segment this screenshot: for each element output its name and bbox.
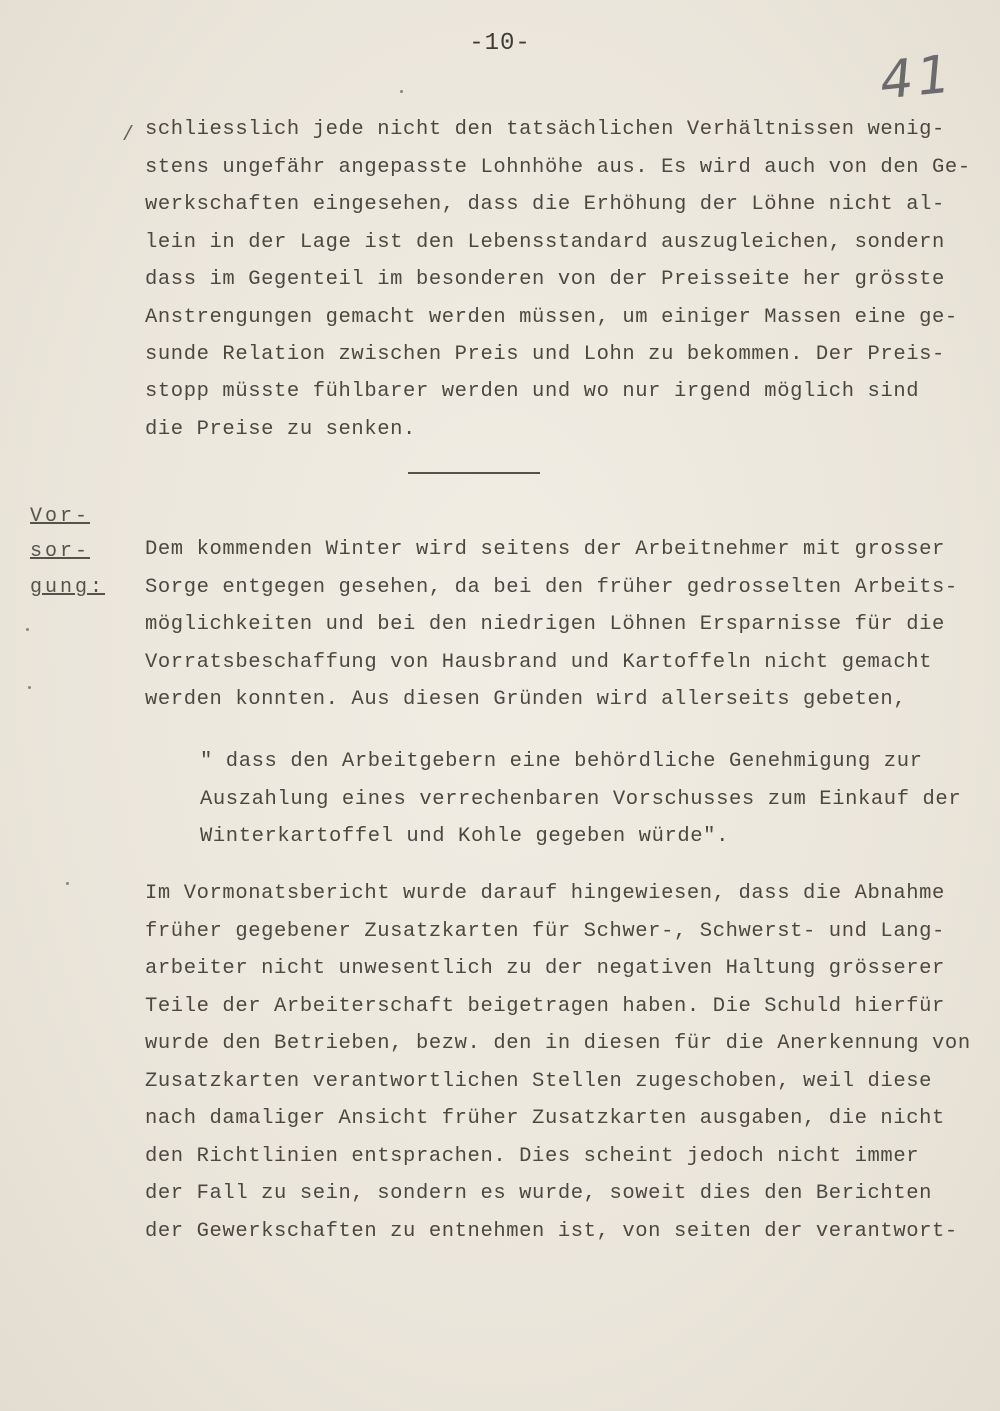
text-line: dass im Gegenteil im besonderen von der Preisseite her grösste bbox=[145, 268, 945, 291]
text-line: wurde den Betrieben, bezw. den in diesen für die Anerkennung von bbox=[145, 1032, 971, 1055]
text-line: Im Vormonatsbericht wurde darauf hingewiesen, dass die Abnahme bbox=[145, 882, 945, 905]
text-line: arbeiter nicht unwesentlich zu der negativen Haltung grösserer bbox=[145, 957, 945, 980]
margin-heading-line: sor- bbox=[30, 540, 91, 563]
text-line: Sorge entgegen gesehen, da bei den früher gedrosselten Arbeits- bbox=[145, 576, 958, 599]
section-divider bbox=[408, 472, 540, 474]
margin-heading-line: gung: bbox=[30, 576, 106, 599]
text-line: Teile der Arbeiterschaft beigetragen haben. Die Schuld hierfür bbox=[145, 995, 945, 1018]
paper-speck bbox=[26, 628, 29, 631]
text-line: der Gewerkschaften zu entnehmen ist, von seiten der verantwort- bbox=[145, 1220, 958, 1243]
paper-speck bbox=[28, 686, 31, 689]
margin-heading-line: Vor- bbox=[30, 505, 91, 528]
text-line: sunde Relation zwischen Preis und Lohn zu bekommen. Der Preis- bbox=[145, 343, 945, 366]
text-line: früher gegebener Zusatzkarten für Schwer-, Schwerst- und Lang- bbox=[145, 920, 945, 943]
text-line: lein in der Lage ist den Lebensstandard auszugleichen, sondern bbox=[145, 231, 945, 254]
page-number: -10- bbox=[469, 30, 531, 57]
text-line: schliesslich jede nicht den tatsächlichen Verhältnissen wenig- bbox=[145, 118, 945, 141]
text-line: werkschaften eingesehen, dass die Erhöhung der Löhne nicht al- bbox=[145, 193, 945, 216]
text-line: Vorratsbeschaffung von Hausbrand und Kartoffeln nicht gemacht bbox=[145, 651, 933, 674]
margin-tick-mark: / bbox=[122, 124, 135, 147]
text-line: Winterkartoffel und Kohle gegeben würde". bbox=[200, 825, 729, 848]
text-line: Anstrengungen gemacht werden müssen, um einiger Massen eine ge- bbox=[145, 306, 958, 329]
text-line: werden konnten. Aus diesen Gründen wird allerseits gebeten, bbox=[145, 688, 907, 711]
text-line: den Richtlinien entsprachen. Dies scheint jedoch nicht immer bbox=[145, 1145, 920, 1168]
text-line: " dass den Arbeitgebern eine behördliche Genehmigung zur bbox=[200, 750, 923, 773]
text-line: stens ungefähr angepasste Lohnhöhe aus. Es wird auch von den Ge- bbox=[145, 156, 971, 179]
handwritten-archive-number: 41 bbox=[877, 44, 958, 112]
text-line: der Fall zu sein, sondern es wurde, soweit dies den Berichten bbox=[145, 1182, 933, 1205]
paper-speck bbox=[400, 90, 403, 93]
text-line: Zusatzkarten verantwortlichen Stellen zugeschoben, weil diese bbox=[145, 1070, 933, 1093]
text-line: Auszahlung eines verrechenbaren Vorschusses zum Einkauf der bbox=[200, 788, 962, 811]
text-line: nach damaliger Ansicht früher Zusatzkarten ausgaben, die nicht bbox=[145, 1107, 945, 1130]
paper-speck bbox=[66, 882, 69, 885]
text-line: möglichkeiten und bei den niedrigen Löhnen Ersparnisse für die bbox=[145, 613, 945, 636]
text-line: die Preise zu senken. bbox=[145, 418, 416, 441]
text-line: stopp müsste fühlbarer werden und wo nur irgend möglich sind bbox=[145, 380, 920, 403]
text-line: Dem kommenden Winter wird seitens der Arbeitnehmer mit grosser bbox=[145, 538, 945, 561]
